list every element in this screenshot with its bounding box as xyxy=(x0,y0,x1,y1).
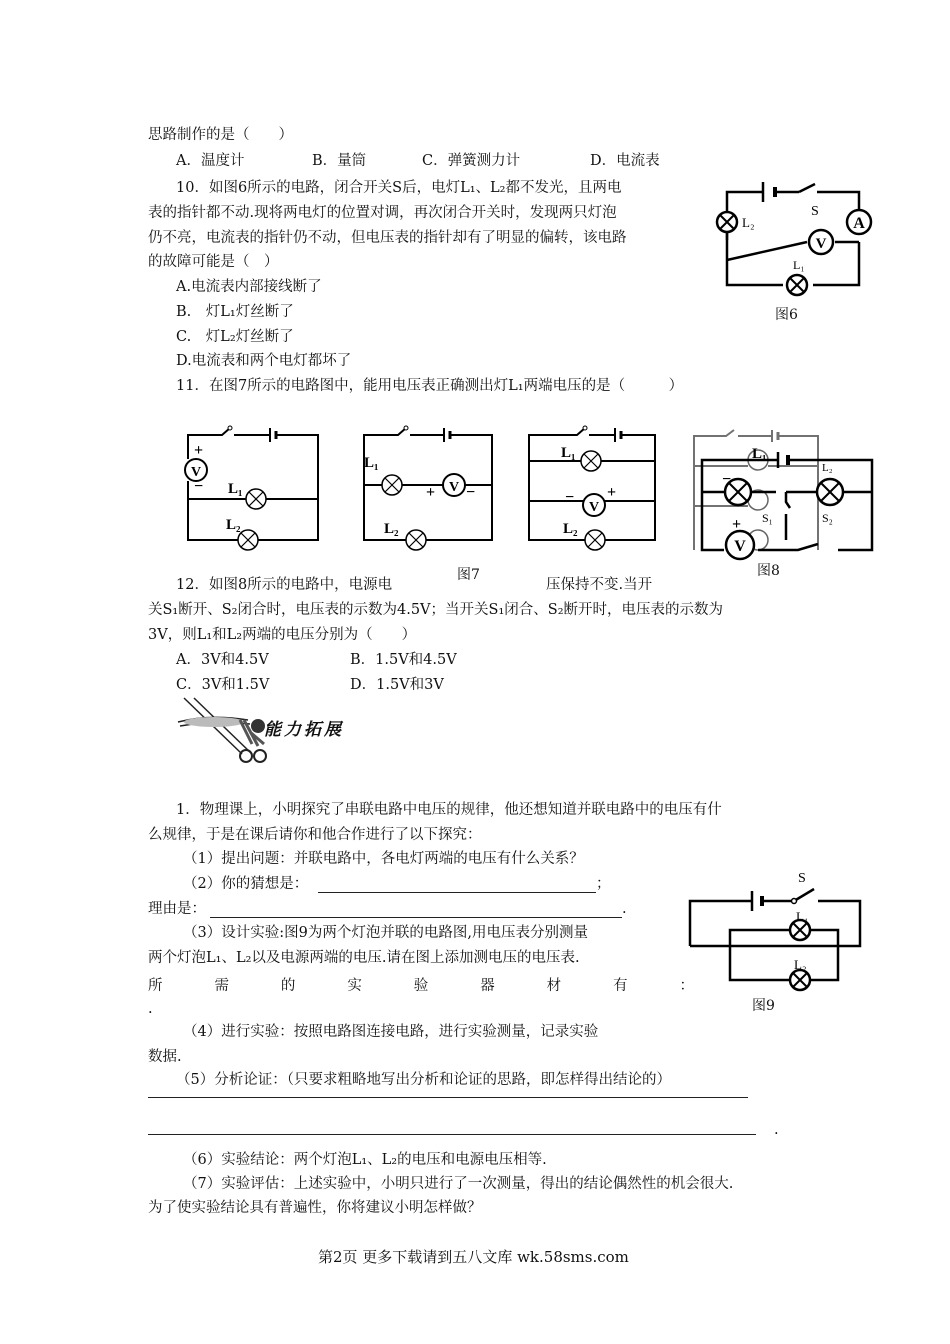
ex1-step2: （2）你的猜想是： xyxy=(183,876,309,892)
figure-8-caption: 图8 xyxy=(757,563,780,579)
ex1-step4-line1: （4）进行实验：按照电路图连接电路，进行实验测量，记录实验 xyxy=(183,1024,599,1040)
ex1-line1: 1．物理课上，小明探究了串联电路中电压的规律，他还想知道并联电路中的电压有什 xyxy=(176,802,722,818)
svg-text:V: V xyxy=(588,500,600,515)
svg-text:+: + xyxy=(194,442,204,459)
q12-line2: 关S₁断开、S₂闭合时，电压表的示数为4.5V；当开关S₁闭合、S₂断开时，电压表的示数为 xyxy=(148,602,724,618)
reason-answer-line[interactable] xyxy=(210,917,622,918)
svg-text:−: − xyxy=(565,489,575,506)
figure-7-circuit-b xyxy=(360,425,500,550)
svg-text:S₁: S₁ xyxy=(762,511,773,525)
q9-option-d: D．电流表 xyxy=(590,153,660,169)
q10-line4: 的故障可能是（ ） xyxy=(148,254,279,270)
material-word: 需 xyxy=(214,978,229,994)
svg-text:S: S xyxy=(798,871,806,886)
voltmeter-icon xyxy=(726,531,754,559)
analysis-answer-line-2[interactable] xyxy=(148,1134,756,1135)
svg-text:A: A xyxy=(853,215,865,232)
svg-text:L₂: L₂ xyxy=(226,517,241,533)
svg-text:L₂: L₂ xyxy=(384,521,399,537)
figure-8-circuit xyxy=(688,430,883,565)
ex1-step5-end: . xyxy=(774,1122,779,1138)
ex1-step4-line2: 数据. xyxy=(148,1049,182,1065)
ex1-step2-end: ； xyxy=(596,876,611,892)
figure-9-caption: 图9 xyxy=(752,998,775,1014)
material-word: ： xyxy=(679,978,694,994)
q12-line1a: 12．如图8所示的电路中，电源电 xyxy=(176,577,393,593)
figure-9-circuit xyxy=(686,868,868,988)
lamp-right-icon xyxy=(817,479,843,505)
q10-line1: 10．如图6所示的电路，闭合开关S后，电灯L₁、L₂都不发光，且两电 xyxy=(176,180,622,196)
material-word: 的 xyxy=(280,978,296,994)
q12-option-b: B．1.5V和4.5V xyxy=(350,652,457,668)
page-footer: 第2页 更多下载请到五八文库 wk.58sms.com xyxy=(318,1248,629,1266)
voltmeter-icon xyxy=(809,230,833,254)
q10-option-c: C. 灯L₂灯丝断了 xyxy=(176,329,294,345)
ex1-step1: （1）提出问题：并联电路中，各电灯两端的电压有什么关系？ xyxy=(183,851,584,867)
section-title: 能力拓展 xyxy=(264,720,344,740)
q12-line1b: 压保持不变.当开 xyxy=(546,577,653,593)
q10-option-b: B. 灯L₁灯丝断了 xyxy=(176,304,294,320)
q12-line3: 3V，则L₁和L₂两端的电压分别为（ ） xyxy=(148,627,417,643)
material-word: 验 xyxy=(413,978,429,994)
ex1-reason-end: . xyxy=(622,901,627,917)
svg-text:V: V xyxy=(815,236,827,252)
q9-option-c: C．弹簧测力计 xyxy=(422,153,521,169)
svg-text:V: V xyxy=(448,480,460,495)
q10-line3: 仍不亮，电流表的指针仍不动，但电压表的指针却有了明显的偏转，该电路 xyxy=(148,230,627,246)
material-word: 器 xyxy=(480,978,495,994)
material-word: 材 xyxy=(546,978,562,994)
svg-text:V: V xyxy=(190,465,202,480)
svg-text:−: − xyxy=(466,484,476,501)
q12-option-c: C．3V和1.5V xyxy=(176,677,270,693)
svg-text:S₂: S₂ xyxy=(822,511,833,525)
q9-option-a: A．温度计 xyxy=(176,153,245,169)
ammeter-icon xyxy=(847,210,871,234)
svg-text:L₁: L₁ xyxy=(228,481,243,497)
svg-text:L₂: L₂ xyxy=(822,462,833,474)
svg-text:+: + xyxy=(426,484,436,501)
figure-6-caption: 图6 xyxy=(775,307,798,323)
ex1-step3-line1: （3）设计实验:图9为两个灯泡并联的电路图,用电压表分别测量 xyxy=(183,925,588,941)
ex1-step5: （5）分析论证：（只要求粗略地写出分析和论证的思路，即怎样得出结论的） xyxy=(176,1072,671,1088)
ex1-line2: 么规律，于是在课后请你和他合作进行了以下探究： xyxy=(148,827,482,843)
svg-text:L₁: L₁ xyxy=(796,909,809,924)
q9-option-b: B．量筒 xyxy=(312,153,367,169)
q9-text: 思路制作的是（ ） xyxy=(148,127,293,143)
ex1-step7-line1: （7）实验评估：上述实验中，小明只进行了一次测量，得出的结论偶然性的机会很大. xyxy=(183,1176,734,1192)
material-word: 所 xyxy=(148,978,163,994)
svg-text:L₂: L₂ xyxy=(563,521,578,537)
figure-7-circuit-a xyxy=(180,425,325,550)
svg-text:L₁: L₁ xyxy=(752,446,767,462)
material-word: 实 xyxy=(347,978,362,994)
lamp-l2-icon xyxy=(717,212,737,232)
lamp-l1-icon xyxy=(787,275,807,295)
ex1-step3-end: . xyxy=(148,1001,153,1017)
svg-text:+: + xyxy=(607,484,617,501)
figure-7-caption: 图7 xyxy=(457,567,480,583)
q12-option-a: A．3V和4.5V xyxy=(176,652,269,668)
q12-option-d: D．1.5V和3V xyxy=(350,677,444,693)
analysis-answer-line-1[interactable] xyxy=(148,1097,748,1098)
material-word: 有 xyxy=(613,978,628,994)
q10-line2: 表的指针都不动.现将两电灯的位置对调，再次闭合开关时，发现两只灯泡 xyxy=(148,205,617,221)
figure-6-circuit xyxy=(715,180,885,325)
q10-option-a: A.电流表内部接线断了 xyxy=(176,279,322,295)
svg-text:−: − xyxy=(722,471,732,488)
svg-text:S: S xyxy=(811,204,819,219)
q11-text: 11．在图7所示的电路图中，能用电压表正确测出灯L₁两端电压的是（ ） xyxy=(176,378,684,394)
svg-text:+: + xyxy=(732,516,742,533)
ex1-step7-line2: 为了使实验结论具有普遍性，你将建议小明怎样做？ xyxy=(148,1200,482,1216)
svg-text:L₂: L₂ xyxy=(742,215,755,230)
guess-answer-line[interactable] xyxy=(318,892,596,893)
figure-7-circuit-c xyxy=(525,425,665,550)
gymnast-illustration xyxy=(170,698,270,770)
svg-text:L₁: L₁ xyxy=(561,445,576,461)
ex1-step6: （6）实验结论：两个灯泡L₁、L₂的电压和电源电压相等. xyxy=(183,1152,547,1168)
svg-text:L₁: L₁ xyxy=(364,455,379,471)
svg-text:L₂: L₂ xyxy=(794,957,807,972)
ex1-reason-label: 理由是： xyxy=(148,901,206,917)
q10-option-d: D.电流表和两个电灯都坏了 xyxy=(176,353,352,369)
ex1-step3-materials xyxy=(148,974,694,995)
svg-text:V: V xyxy=(734,538,746,555)
ex1-step3-line2: 两个灯泡L₁、L₂以及电源两端的电压.请在图上添加测电压的电压表. xyxy=(148,950,580,966)
svg-text:L₁: L₁ xyxy=(793,258,805,272)
lamp-l2-icon xyxy=(790,970,810,990)
svg-text:−: − xyxy=(194,478,204,495)
